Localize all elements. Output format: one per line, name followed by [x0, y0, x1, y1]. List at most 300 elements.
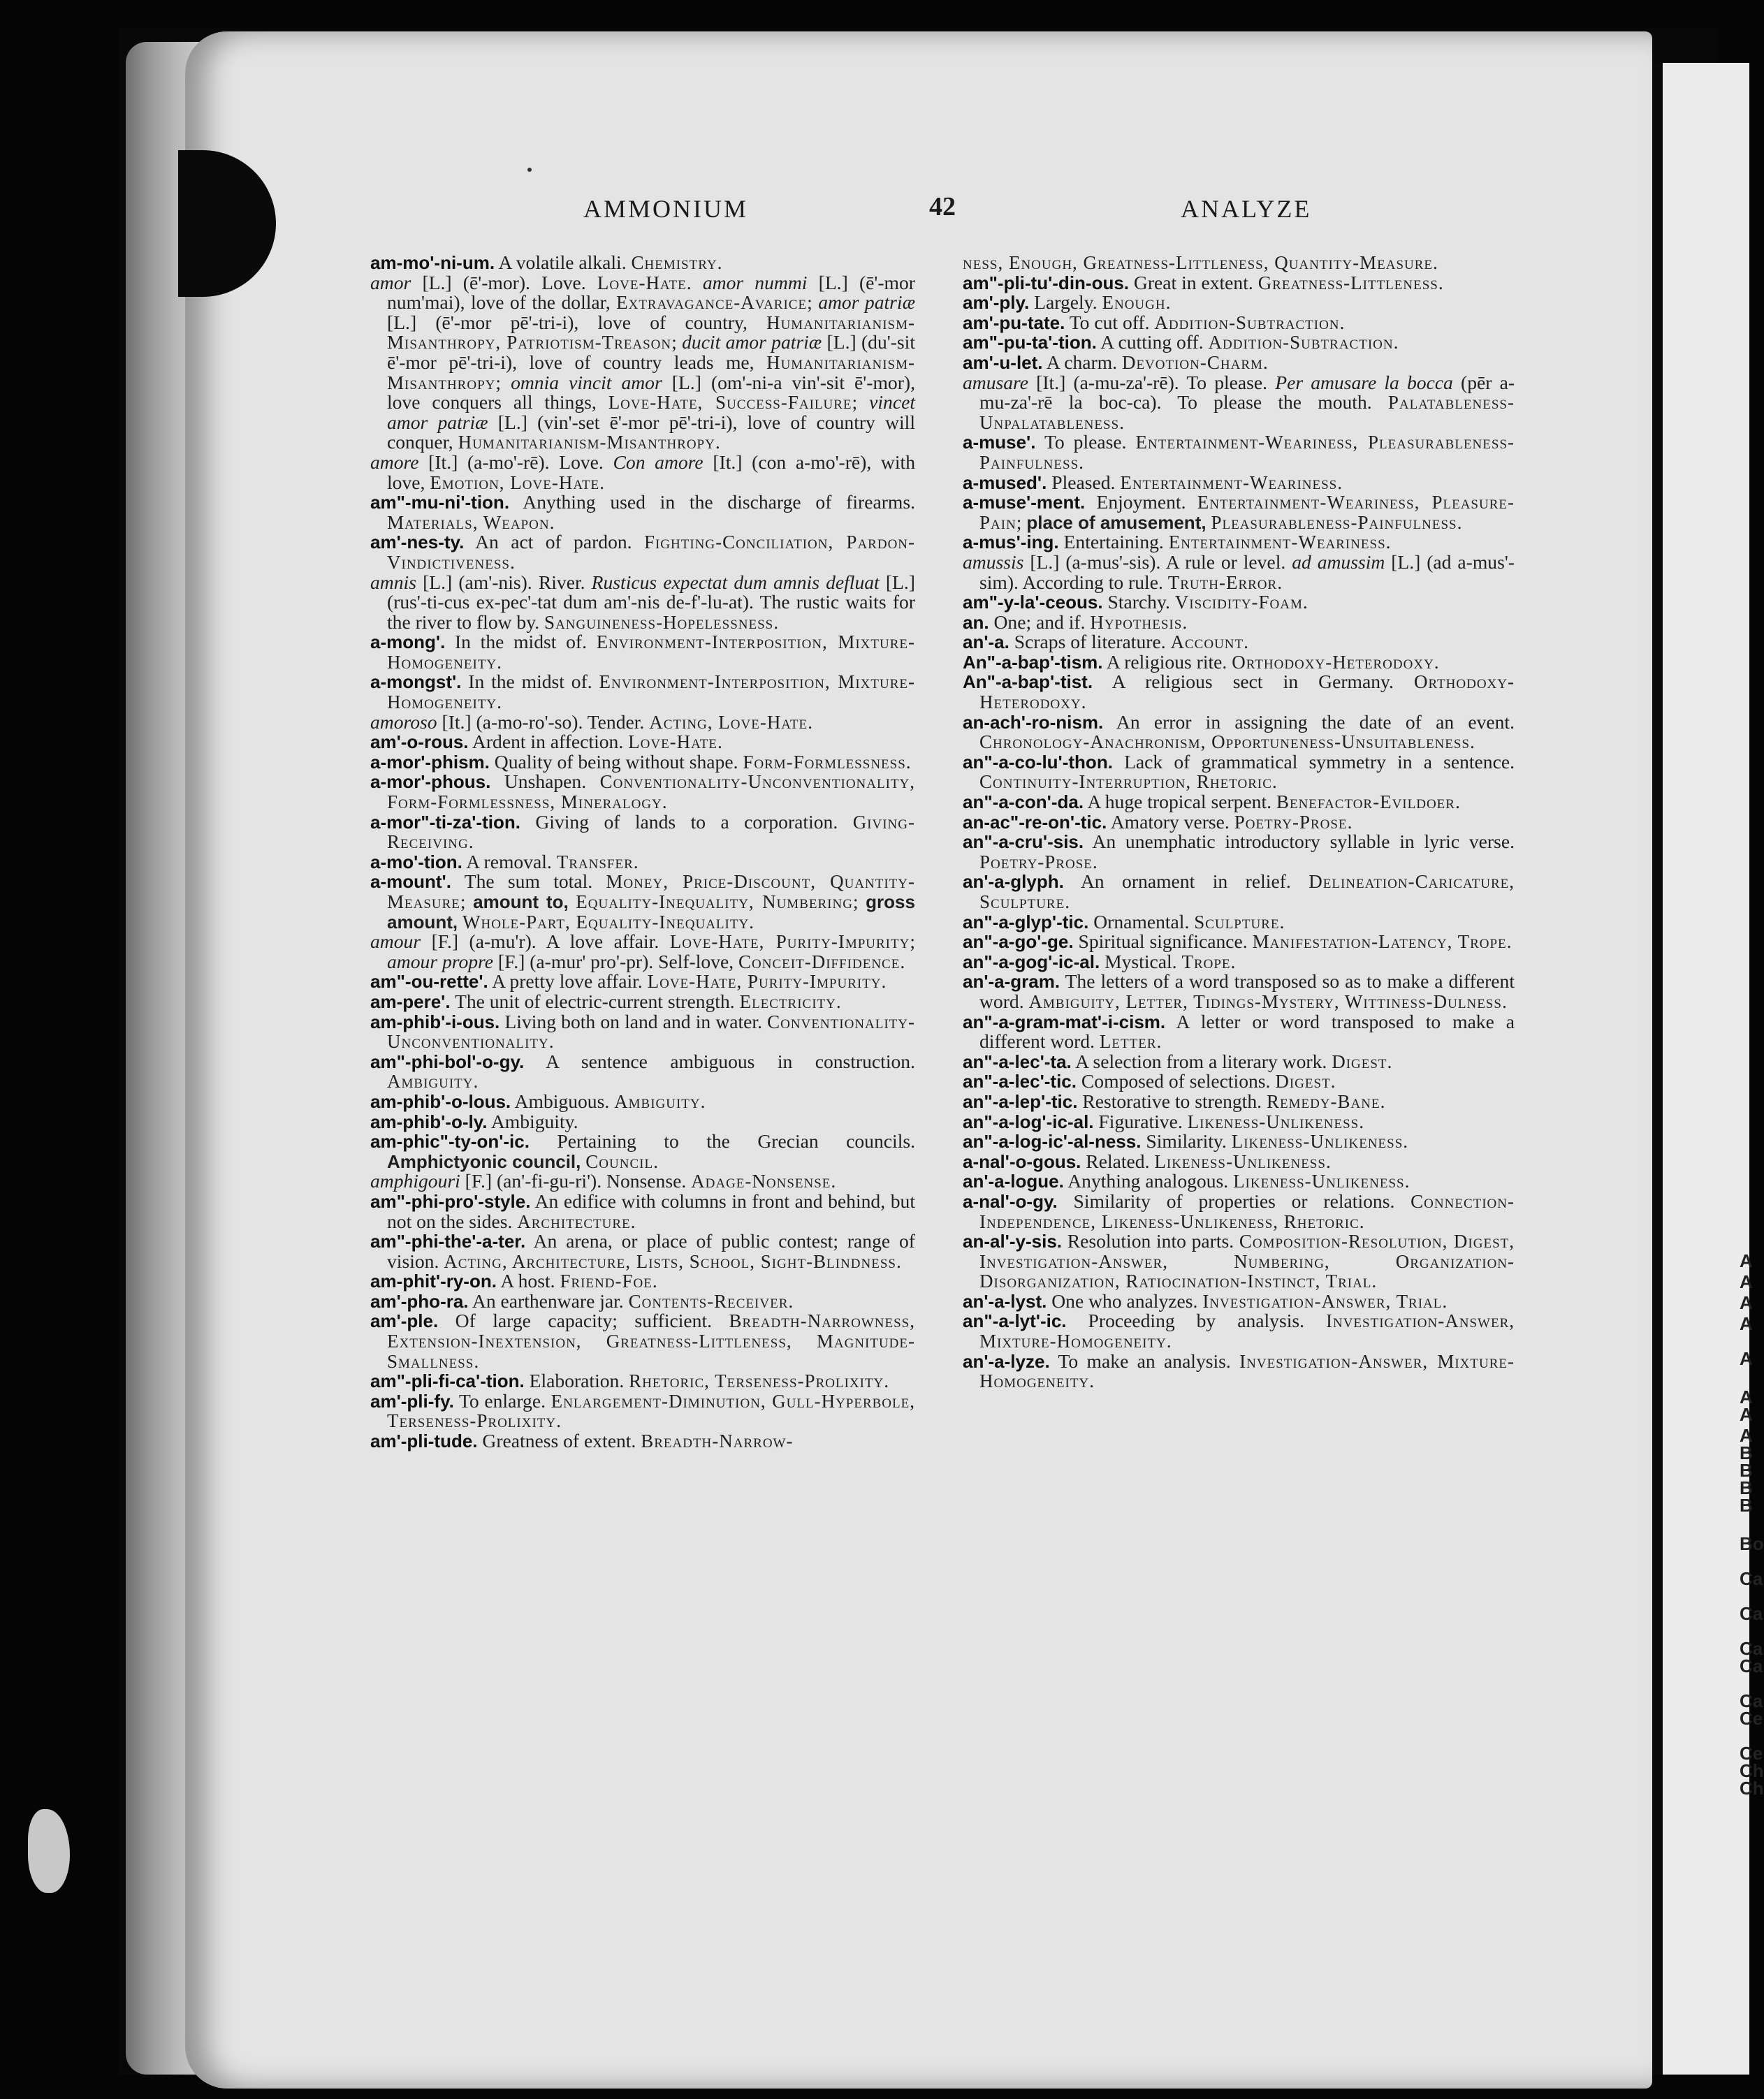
category-ref: Enough [1102, 292, 1166, 314]
definition-text: . [548, 1030, 554, 1053]
facing-page-letter: Ca [1740, 1655, 1763, 1676]
dictionary-entry [370, 732, 915, 752]
definition-text: . [652, 1270, 657, 1292]
definition-text: A host. [496, 1270, 560, 1292]
definition-text: . [1380, 1090, 1385, 1112]
dictionary-entry [963, 353, 1515, 373]
definition-text: . [1359, 1210, 1364, 1232]
facing-page-letter: Ce [1740, 1708, 1763, 1729]
definition-text: [F.] (an'-fi-gu-ri'). Nonsense. [460, 1170, 692, 1192]
definition-text: . [1277, 571, 1283, 593]
category-ref: Viscidity-Foam [1174, 592, 1303, 613]
headword: am"-y-la'-ceous. [963, 592, 1103, 613]
foreign-phrase: amore [370, 451, 419, 473]
dictionary-entry [963, 532, 1515, 553]
headword: a-nal'-o-gy. [963, 1190, 1058, 1212]
facing-page-letter: A [1740, 1404, 1753, 1425]
foreign-phrase: amnis [370, 571, 416, 593]
category-ref: Conventionality-Unconventionality, Form-Formlessness, Mineralogy [387, 771, 915, 813]
foreign-phrase: ducit amor patriæ [682, 331, 822, 353]
category-ref: Rhetoric, Terseness-Prolixity [629, 1370, 884, 1392]
facing-page-letter: A [1740, 1313, 1753, 1334]
headword: am-phib'-o-lous. [370, 1090, 511, 1112]
definition-text: ; [910, 930, 915, 953]
headword: am-pere'. [370, 990, 451, 1012]
facing-page-letter: Ce [1740, 1743, 1763, 1764]
headword: am"-phi-bol'-o-gy. [370, 1051, 525, 1072]
headword: an. [963, 611, 989, 633]
definition-text: . [1165, 291, 1171, 314]
category-ref: Architecture [517, 1211, 631, 1232]
headword: an"-a-co-lu'-thon. [963, 751, 1113, 773]
ink-dot [527, 168, 532, 172]
definition-text: . [788, 1289, 794, 1312]
category-ref: Manifestation-Latency, Trope [1252, 931, 1507, 953]
definition-text: Resolution into parts. [1062, 1230, 1239, 1252]
definition-text: [L.] (ē'-mor). Love. [411, 271, 597, 293]
dictionary-entry [370, 1289, 915, 1312]
right-column [963, 253, 1515, 1391]
definition-text: . [653, 1150, 658, 1172]
facing-page-letter: B [1740, 1477, 1753, 1498]
category-ref: ness, Enough, Greatness-Littleness, Quantity-Measure [963, 252, 1434, 273]
definition-text: . [1156, 1030, 1162, 1053]
definition-text: . [1271, 770, 1277, 793]
headword: an"-a-lep'-tic. [963, 1090, 1078, 1112]
definition-text: One who analyzes. [1047, 1289, 1203, 1312]
dictionary-entry [963, 652, 1515, 673]
definition-text: . [497, 691, 502, 713]
definition-text: A cutting off. [1096, 331, 1209, 353]
definition-text: . [1470, 731, 1475, 753]
facing-page-letter: Ca [1740, 1568, 1763, 1589]
facing-page-letter: Ch [1740, 1778, 1764, 1799]
definition-text: [It.] (con a-mo'-rē), with love, [387, 451, 915, 493]
dictionary-entry [370, 1371, 915, 1391]
foreign-phrase: amour [370, 930, 421, 953]
definition-text: . [497, 650, 502, 673]
definition-text: . [831, 1170, 836, 1192]
definition-text: A letter or word transposed to make a different word. [979, 1010, 1515, 1053]
definition-text: An error in assigning the date of an event. [1103, 710, 1515, 733]
category-ref: Digest [1275, 1071, 1331, 1092]
definition-text: Related. [1081, 1150, 1155, 1172]
definition-text: A charm. [1042, 351, 1122, 373]
headword: am"-pu-ta'-tion. [963, 332, 1097, 353]
definition-text: [It.] (a-mo-ro'-so). Tender. [437, 710, 650, 733]
headword: a-mor'-phism. [370, 751, 490, 773]
definition-text: ; [807, 291, 819, 314]
definition-text: . [1455, 791, 1460, 813]
headword: a-muse'. [963, 432, 1036, 453]
definition-text: . [1347, 810, 1353, 833]
headword: an-ach'-ro-nism. [963, 711, 1104, 733]
dictionary-entry [370, 1171, 915, 1192]
definition-text: . [715, 431, 720, 453]
category-ref: Addition-Subtraction [1208, 332, 1394, 353]
category-ref: Likeness-Unlikeness [1233, 1171, 1405, 1192]
definition-text: In the midst of. [461, 671, 599, 693]
dictionary-entry [370, 253, 915, 273]
definition-text: . [1371, 1270, 1377, 1292]
facing-page-letter: A [1740, 1425, 1753, 1446]
dictionary-entry [370, 1112, 915, 1132]
foreign-phrase: Rusticus expectat dum amnis defluat [591, 571, 880, 593]
category-ref: Conceit-Diffidence [738, 951, 901, 972]
definition-text: . [1330, 1070, 1336, 1092]
dictionary-entry [963, 332, 1515, 353]
guide-word-left: AMMONIUM [583, 195, 749, 223]
phrase: gross amount, [387, 891, 915, 933]
definition-text: [It.] (a-mo'-rē). Love. [418, 451, 613, 473]
definition-text: . [1079, 451, 1084, 473]
definition-text: . [599, 471, 605, 493]
definition-text: [F.] (a-mu'r). A love affair. [421, 930, 670, 953]
foreign-phrase: amor [370, 271, 411, 293]
dictionary-entry [963, 1171, 1515, 1192]
definition-text: Entertaining. [1058, 531, 1169, 553]
definition-text: . [1182, 610, 1188, 633]
definition-text: . [1325, 1150, 1331, 1172]
category-ref: Sanguineness-Hopelessness [544, 611, 774, 633]
definition-text: To please. [1035, 431, 1136, 453]
category-ref: Likeness-Unlikeness [1154, 1150, 1326, 1172]
facing-page-letter: A [1740, 1348, 1753, 1369]
phrase: Amphictyonic council, [387, 1150, 581, 1172]
foreign-phrase: amusare [963, 371, 1029, 393]
foreign-phrase: amor nummi [702, 271, 808, 293]
headword: a-mused'. [963, 471, 1047, 493]
headword: am'-o-rous. [370, 731, 469, 753]
dictionary-entry [963, 273, 1515, 293]
foreign-phrase: amor patriæ [818, 291, 915, 314]
definition-text: Of large capacity; sufficient. [438, 1310, 729, 1332]
definition-text: ; [460, 891, 474, 912]
running-header [0, 194, 1749, 229]
dictionary-entry [963, 1152, 1515, 1172]
definition-text: . [630, 1210, 636, 1232]
definition-text: One; and if. [989, 610, 1091, 633]
dictionary-entry [370, 1092, 915, 1112]
headword: am-phit'-ry-on. [370, 1271, 497, 1292]
headword: a-mor"-ti-za'-tion. [370, 811, 520, 833]
category-ref: Hypothesis [1090, 611, 1183, 633]
headword: am'-ply. [963, 292, 1030, 314]
headword: an'-a. [963, 631, 1009, 653]
definition-text: To enlarge. [453, 1389, 551, 1412]
definition-text: An edifice with columns in front and behind, but not on the sides. [387, 1190, 915, 1232]
category-ref: Breadth-Narrowness, Extension-Inextension, Greatness-Littleness, Magnitude-Smallness [387, 1310, 915, 1372]
definition-text: . [900, 950, 905, 972]
definition-text [458, 911, 462, 933]
definition-text: Figurative. [1093, 1110, 1188, 1132]
definition-text: . [884, 1370, 889, 1392]
dictionary-entry [963, 1289, 1515, 1312]
dictionary-entry [370, 573, 915, 633]
facing-page-letter: B [1740, 1442, 1753, 1463]
definition-text: . [1119, 411, 1125, 433]
dictionary-entry [963, 473, 1515, 493]
definition-text: [L.] (ad a-mus'-sim). According to rule. [979, 550, 1515, 593]
dictionary-entry [963, 952, 1515, 972]
category-ref: Remedy-Bane [1266, 1090, 1380, 1112]
definition-text: ; [1016, 511, 1027, 533]
definition-text: . [1506, 930, 1512, 953]
definition-text: (pēr a-mu-za'-rē la boc-ca). To please the mouth. [979, 371, 1515, 414]
dictionary-entry [370, 453, 915, 492]
definition-text: To make an analysis. [1049, 1350, 1240, 1372]
definition-text: A huge tropical serpent. [1084, 791, 1276, 813]
category-ref: Love-Hate, Success-Failure [608, 392, 852, 414]
definition-text: . [1339, 311, 1345, 333]
dictionary-entry [370, 1391, 915, 1431]
definition-text: . [1385, 531, 1391, 553]
category-ref: Breadth-Narrow- [641, 1431, 794, 1452]
headword: an-ac"-re-on'-tic. [963, 811, 1107, 833]
left-column [370, 253, 915, 1451]
category-ref: Ambiguity [387, 1071, 474, 1092]
definition-text: . [717, 251, 722, 273]
facing-page-letter: A [1740, 1387, 1753, 1407]
category-ref: Emotion, Love-Hate [430, 471, 600, 493]
dictionary-entry [963, 313, 1515, 333]
category-ref: Enlargement-Diminution, Gull-Hyperbole, Terseness-Prolixity [387, 1390, 915, 1432]
category-ref: Poetry-Prose [979, 851, 1093, 872]
category-ref: Composition-Resolution, Digest, Investigation-Answer, Numbering, Organization-Disorganization, Ratiocination-Instinct, Trial [979, 1231, 1515, 1292]
headword: an"-a-lec'-tic. [963, 1071, 1077, 1092]
definition-text: [L.] (a-mus'-sis). A rule or level. [1023, 550, 1292, 573]
definition-text: Anything used in the discharge of firearms. [509, 491, 915, 513]
category-ref: Environment-Interposition, Mixture-Homogeneity [387, 671, 915, 713]
definition-text: . [549, 511, 555, 533]
foreign-phrase: vincet amor patriæ [387, 391, 915, 433]
category-ref: Love-Hate, Purity-Impurity [647, 971, 882, 993]
category-ref: Likeness-Unlikeness [1187, 1111, 1360, 1132]
dictionary-entry [370, 852, 915, 872]
facing-page-letter: Ca [1740, 1638, 1763, 1659]
definition-text: [L.] (ē'-mor num'mai), love of the dollar, [387, 271, 915, 314]
headword: a-nal'-o-gous. [963, 1150, 1081, 1172]
definition-text: . [836, 990, 841, 1012]
headword: am"-pli-fi-ca'-tion. [370, 1370, 525, 1392]
definition-text: Ardent in affection. [468, 731, 629, 753]
dictionary-entry [963, 712, 1515, 752]
definition-text: Lack of grammatical symmetry in a sentence. [1112, 750, 1515, 773]
dictionary-entry [963, 492, 1515, 532]
category-ref: Money, Price-Discount, Quantity-Measure [387, 871, 915, 912]
dictionary-entry [963, 672, 1515, 712]
category-ref: Truth-Error [1167, 571, 1278, 593]
definition-text: . [1244, 631, 1249, 653]
headword: an"-a-cru'-sis. [963, 831, 1084, 853]
category-ref: Extravagance-Avarice [616, 292, 808, 314]
category-ref: Entertainment-Weariness, Pleasure-Pain [979, 492, 1515, 533]
facing-page-letter: A [1740, 1271, 1753, 1292]
headword: an'-a-gram. [963, 971, 1060, 993]
foreign-phrase: amoroso [370, 710, 437, 733]
definition-text: . [1302, 591, 1308, 613]
definition-text: . [1230, 950, 1236, 972]
definition-text: . [717, 731, 722, 753]
category-ref: Giving-Receiving [387, 811, 915, 853]
definition-text: . [633, 850, 639, 872]
definition-text: An earthenware jar. [468, 1289, 629, 1312]
definition-text: Proceeding by analysis. [1066, 1310, 1326, 1332]
category-ref: Environment-Interposition, Mixture-Homogeneity [387, 631, 915, 673]
definition-text: Quality of being without shape. [489, 750, 743, 773]
facing-page-letter: A [1740, 1292, 1753, 1313]
dictionary-entry [963, 632, 1515, 652]
category-ref: Form-Formlessness [743, 751, 906, 773]
definition-text: Living both on land and in water. [500, 1010, 768, 1032]
definition-text: [L.] (om'-ni-a vin'-sit ē'-mor), love conquers all things, [387, 371, 915, 414]
definition-text: A selection from a literary work. [1071, 1050, 1332, 1072]
dictionary-entry [963, 972, 1515, 1011]
category-ref: Love-Hate [597, 272, 687, 293]
category-ref: Likeness-Unlikeness [1231, 1131, 1404, 1153]
definition-text: [L.] (du'-sit ē'-mor pē'-tri-i), love of country leads me, [387, 331, 915, 373]
dictionary-entry [963, 1112, 1515, 1132]
category-ref: Ambiguity [614, 1090, 701, 1112]
definition-text: . [1393, 331, 1399, 353]
definition-text: . [510, 550, 515, 573]
definition-text: [L.] (ē'-mor pē'-tri-i), love of country, [387, 311, 767, 333]
category-ref: Letter [1099, 1031, 1157, 1053]
category-ref: Addition-Subtraction [1154, 312, 1340, 333]
headword: am-phib'-i-ous. [370, 1011, 500, 1032]
dictionary-entry [963, 1052, 1515, 1072]
foreign-phrase: amussis [963, 550, 1024, 573]
dictionary-entry [370, 1271, 915, 1292]
foreign-phrase: Per amusare la bocca [1275, 371, 1453, 393]
definition-text: Starchy. [1102, 591, 1175, 613]
category-ref: Friend-Foe [560, 1271, 653, 1292]
dictionary-entry [963, 1012, 1515, 1052]
headword: an'-a-glyph. [963, 871, 1064, 893]
headword: An"-a-bap'-tist. [963, 671, 1093, 693]
category-ref: Chemistry [631, 252, 717, 273]
definition-text: . [474, 1350, 479, 1372]
dictionary-entry [370, 1132, 915, 1171]
headword: a-mong'. [370, 631, 446, 653]
definition-text: . [773, 610, 779, 633]
category-ref: Acting, Love-Hate [649, 711, 808, 733]
definition-text: . [1404, 1170, 1410, 1192]
definition-text: Pertaining to the Grecian councils. [529, 1130, 915, 1153]
definition-text: . [1434, 650, 1439, 673]
dictionary-entry [963, 812, 1515, 833]
category-ref: Trope [1181, 951, 1231, 972]
definition-text: In the midst of. [445, 631, 597, 653]
dictionary-entry [370, 672, 915, 712]
category-ref: Conventionality-Unconventionality [387, 1011, 915, 1053]
category-ref: Entertainment-Weariness, Pleasurableness-Painfulness [979, 432, 1515, 473]
definition-text: Greatness of extent. [477, 1430, 641, 1452]
definition-text: . [1092, 850, 1098, 872]
definition-text: . [1387, 1050, 1392, 1072]
definition-text: . [1262, 351, 1268, 373]
headword: an'-a-logue. [963, 1171, 1064, 1192]
foreign-phrase: Con amore [613, 451, 704, 473]
facing-page-letter: Bo [1740, 1533, 1764, 1554]
definition-text: . [896, 1250, 901, 1272]
definition-text: Anything analogous. [1063, 1170, 1234, 1192]
headword: am'-pli-fy. [370, 1390, 454, 1412]
category-ref: Pleasurableness-Painfulness [1211, 511, 1457, 533]
definition-text: Mystical. [1100, 950, 1182, 972]
category-ref: Continuity-Interruption, Rhetoric [979, 771, 1272, 793]
headword: am"-phi-the'-a-ter. [370, 1231, 526, 1252]
phrase: amount to, [473, 891, 569, 912]
dictionary-entry [963, 1192, 1515, 1231]
headword: an"-a-gog'-ic-al. [963, 951, 1100, 972]
dictionary-entry [370, 812, 915, 852]
dictionary-entry [370, 1231, 915, 1271]
definition-text: . [686, 271, 703, 293]
definition-text: [L.] (am'-nis). River. [416, 571, 592, 593]
dictionary-entry [963, 1352, 1515, 1391]
dictionary-entry [963, 432, 1515, 472]
definition-text: Spiritual significance. [1073, 930, 1253, 953]
category-ref: Whole-Part, Equality-Inequality [462, 911, 750, 933]
definition-text: ; [495, 371, 511, 393]
category-ref: Devotion-Charm [1121, 351, 1263, 373]
definition-text: The sum total. [451, 870, 606, 893]
facing-page [1663, 63, 1749, 2075]
definition-text: Ornamental. [1088, 910, 1195, 933]
definition-text: . [905, 750, 911, 773]
foreign-phrase: omnia vincit amor [511, 371, 662, 393]
definition-text: An ornament in relief. [1063, 870, 1309, 893]
category-ref: Love-Hate, Purity-Impurity [669, 931, 910, 953]
category-ref: Equality-Inequality, Numbering [576, 891, 853, 912]
dictionary-entry [370, 992, 915, 1012]
category-ref: Fighting-Conciliation, Pardon-Vindictiveness [387, 532, 916, 573]
phrase: place of amusement, [1026, 511, 1207, 533]
headword: am"-ou-rette'. [370, 971, 488, 993]
definition-text: The letters of a word transposed so as to make a different word. [979, 970, 1515, 1012]
category-ref: Connection-Independence, Likeness-Unlikeness, Rhetoric [979, 1190, 1515, 1232]
category-ref: Orthodoxy-Heterodoxy [1232, 651, 1434, 673]
definition-text: . [1433, 251, 1438, 273]
category-ref: Benefactor-Evildoer [1276, 791, 1455, 813]
headword: An"-a-bap'-tism. [963, 651, 1103, 673]
dictionary-entry [963, 610, 1515, 633]
definition-text: Similarity of properties or relations. [1057, 1190, 1411, 1212]
definition-text: . [749, 910, 755, 933]
headword: an'-a-lyze. [963, 1350, 1050, 1372]
definition-text: Scraps of literature. [1009, 631, 1171, 653]
category-ref: Contents-Receiver [628, 1290, 789, 1312]
headword: am'-u-let. [963, 351, 1043, 373]
facing-page-letter: A [1740, 1250, 1753, 1271]
foreign-phrase: amphigouri [370, 1170, 460, 1192]
headword: a-mongst'. [370, 671, 462, 693]
dictionary-entry [963, 293, 1515, 313]
headword: an"-a-go'-ge. [963, 931, 1074, 953]
headword: an"-a-glyp'-tic. [963, 911, 1089, 933]
dictionary-entry [370, 872, 915, 932]
headword: am"-phi-pro'-style. [370, 1190, 531, 1212]
facing-page-letter: Ca [1740, 1690, 1763, 1711]
definition-text: Restorative to strength. [1077, 1090, 1267, 1112]
definition-text: To cut off. [1065, 311, 1155, 333]
dictionary-entry [370, 1012, 915, 1052]
dictionary-entry [963, 592, 1515, 613]
headword: an"-a-gram-mat'-i-cism. [963, 1011, 1166, 1032]
guide-word-right: ANALYZE [1181, 195, 1312, 223]
dictionary-entry [370, 712, 915, 733]
